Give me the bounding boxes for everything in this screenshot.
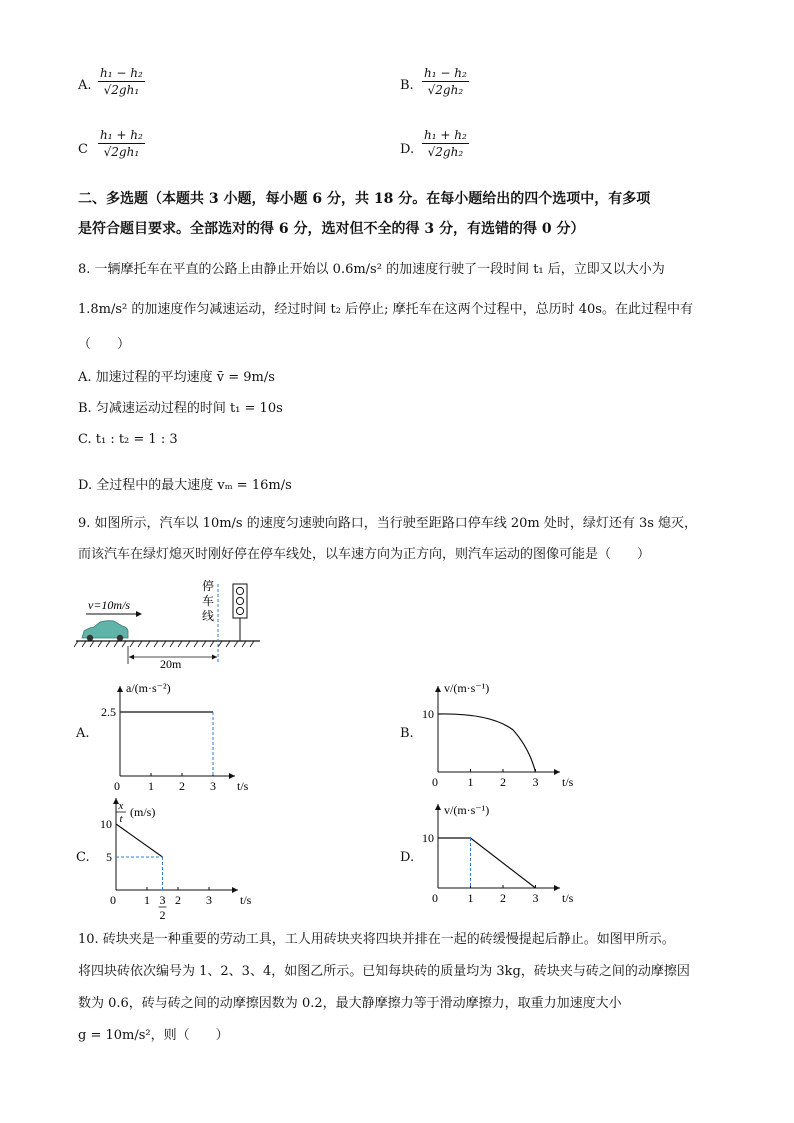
x-tick-label-frac-num: 3: [159, 893, 166, 907]
y-tick-label: 10: [100, 817, 112, 831]
q10-stem-line3: 数为 0.6，砖与砖之间的动摩擦因数为 0.2，最大静摩擦力等于滑动摩擦力，取重力加速度大小: [78, 996, 622, 1011]
q7-option-a-label: A.: [78, 78, 92, 93]
y-axis-label: a/(m·s⁻²): [126, 681, 171, 695]
x-tick-label: 2: [500, 891, 506, 905]
q9-scenario-figure: [74, 576, 274, 671]
y-axis-arrowhead: [435, 686, 441, 692]
x-tick-label: 3: [532, 775, 539, 789]
stop-label-1: 停: [202, 579, 215, 593]
q8-option-d: D. 全过程中的最大速度 vₘ = 16m/s: [78, 478, 292, 493]
x-tick-label: 1: [148, 779, 154, 793]
q7-option-b-formula: [422, 66, 469, 97]
q9-option-a-label: A.: [76, 726, 90, 741]
section-heading-line2: 是符合题目要求。全部选对的得 6 分，选对但不全的得 3 分，有选错的得 0 分）: [78, 221, 585, 237]
car-icon: [82, 621, 128, 642]
x-tick-label: 1: [467, 775, 474, 789]
q10-stem-line4: g = 10m/s²，则（ ）: [78, 1028, 229, 1043]
dist-arrowhead-left: [129, 655, 134, 660]
x-tick-label: 1: [467, 891, 474, 905]
y-tick-label: 5: [106, 850, 112, 864]
q7-c-denominator: √2gh₁: [103, 145, 140, 159]
y-axis-label: v/(m·s⁻¹): [444, 803, 490, 817]
q7-option-d-formula: [422, 128, 469, 159]
y-axis-label-den: t: [119, 813, 123, 825]
section-heading-line1: 二、多选题（本题共 3 小题，每小题 6 分，共 18 分。在每小题给出的四个选项中，有多项: [78, 191, 651, 207]
x-axis-label: t/s: [562, 775, 574, 789]
chart-d: [416, 800, 576, 918]
q7-option-a-formula: [98, 66, 145, 97]
q10-stem-line2: 将四块砖依次编号为 1、2、3、4，如图乙所示。已知每块砖的质量均为 3kg，砖块夹与砖之间的动摩擦因: [78, 964, 690, 979]
distance-label: 20m: [160, 657, 182, 671]
q7-option-b-label: B.: [400, 78, 414, 93]
stop-label-3: 线: [202, 609, 215, 623]
q8-stem-line1: 8. 一辆摩托车在平直的公路上由静止开始以 0.6m/s² 的加速度行驶了一段时间 t₁ 后，立即又以大小为: [78, 262, 665, 277]
q7-b-denominator: √2gh₂: [427, 83, 464, 97]
q9-option-d-label: D.: [400, 850, 415, 865]
q7-d-denominator: √2gh₂: [427, 145, 464, 159]
x-tick-label: 0: [432, 775, 438, 789]
y-axis-label-unit: (m/s): [130, 805, 156, 819]
q9-stem-line1: 9. 如图所示，汽车以 10m/s 的速度匀速驶向路口，当行驶至距路口停车线 20m 处时，绿灯还有 3s 熄灭，: [78, 516, 698, 531]
stop-label-2: 车: [202, 594, 215, 608]
x-tick-label: 3: [206, 893, 212, 907]
traffic-light-icon: [233, 584, 247, 641]
q9-option-b-label: B.: [400, 726, 414, 741]
y-axis-label-num: x: [118, 800, 124, 812]
q7-b-numerator: h₁ − h₂: [424, 66, 467, 80]
y-axis-arrowhead: [117, 686, 123, 692]
x-axis-label: t/s: [240, 893, 252, 907]
y-tick-label: 10: [422, 831, 434, 845]
q7-c-numerator: h₁ + h₂: [100, 128, 143, 142]
x-tick-label: 3: [532, 891, 539, 905]
q7-option-d-label: D.: [400, 142, 415, 157]
speed-arrowhead: [136, 611, 142, 617]
dist-arrowhead-right: [212, 655, 217, 660]
data-series-line: [116, 824, 163, 857]
x-tick-label: 2: [179, 779, 185, 793]
data-series-line: [438, 714, 536, 772]
x-axis-arrowhead: [554, 885, 560, 891]
x-tick-label: 0: [432, 891, 438, 905]
x-tick-label: 0: [110, 893, 116, 907]
data-series-line: [438, 838, 536, 888]
x-tick-label: 3: [210, 779, 216, 793]
x-axis-label: t/s: [237, 779, 249, 793]
x-tick-label-frac-den: 2: [159, 908, 166, 922]
road-hatching: [74, 641, 254, 647]
x-tick-label: 1: [144, 893, 150, 907]
q8-stem-line2: 1.8m/s² 的加速度作匀减速运动，经过时间 t₂ 后停止; 摩托车在这两个过程中，总历时 40s。在此过程中有: [78, 302, 693, 317]
q8-answer-paren: （ ）: [78, 337, 131, 352]
q8-option-c: C. t₁ : t₂ = 1 : 3: [78, 432, 178, 447]
x-axis-arrowhead: [229, 773, 235, 779]
x-axis-label: t/s: [562, 891, 574, 905]
x-tick-label: 2: [175, 893, 181, 907]
speed-label: v=10m/s: [88, 598, 131, 612]
q9-stem-line2: 而该汽车在绿灯熄灭时刚好停在停车线处，以车速方向为正方向，则汽车运动的图像可能是（ ）: [78, 547, 651, 562]
y-axis-label: v/(m·s⁻¹): [444, 681, 490, 695]
q9-option-c-label: C.: [76, 850, 90, 865]
x-axis-arrowhead: [232, 887, 238, 893]
y-tick-label: 10: [422, 707, 434, 721]
y-tick-label: 2.5: [101, 705, 116, 719]
q7-option-c-label: C: [78, 142, 88, 157]
x-tick-label: 0: [114, 779, 120, 793]
q8-option-b: B. 匀减速运动过程的时间 t₁ = 10s: [78, 401, 283, 416]
q7-d-numerator: h₁ + h₂: [424, 128, 467, 142]
q7-a-numerator: h₁ − h₂: [100, 66, 143, 80]
y-axis-arrowhead: [435, 804, 441, 810]
chart-c: [92, 796, 252, 924]
x-tick-label: 2: [500, 775, 506, 789]
q7-option-c-formula: [98, 128, 145, 159]
q10-stem-line1: 10. 砖块夹是一种重要的劳动工具，工人用砖块夹将四块并排在一起的砖缓慢提起后静止。如图甲所示。: [78, 932, 675, 947]
q7-a-denominator: √2gh₁: [103, 83, 140, 97]
q8-option-a: A. 加速过程的平均速度 v̄ = 9m/s: [78, 370, 275, 385]
chart-a: [92, 678, 252, 796]
x-axis-arrowhead: [554, 769, 560, 775]
chart-b: [416, 678, 576, 796]
